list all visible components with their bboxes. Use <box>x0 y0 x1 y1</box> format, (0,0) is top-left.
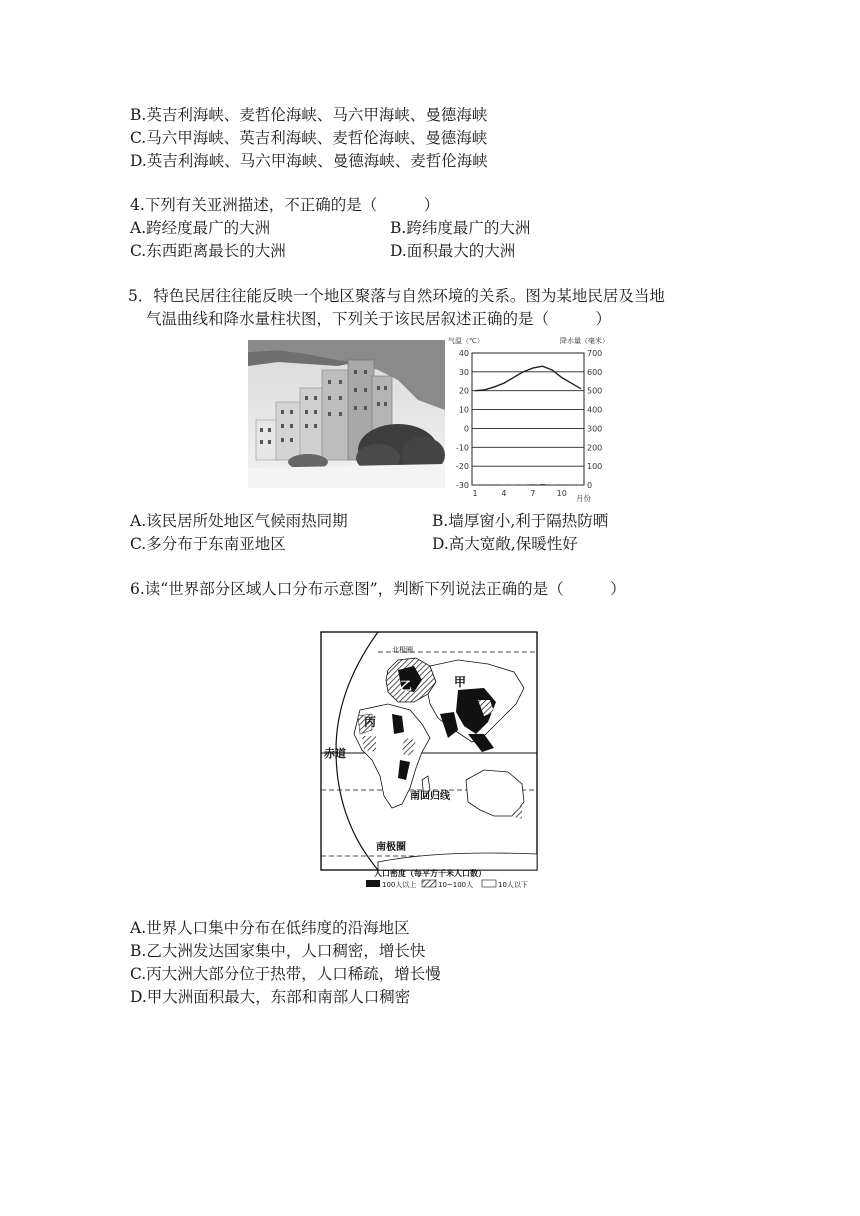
climate-left-axis-label: 气温（℃） <box>448 337 484 345</box>
q5-stem-line1: 5．特色民居往往能反映一个地区聚落与自然环境的关系。图为某地民居及当地 <box>128 287 665 305</box>
climate-precip-bar <box>540 484 546 485</box>
climate-right-tick: 400 <box>587 405 603 415</box>
q3-option-c: C.马六甲海峡、英吉利海峡、麦哲伦海峡、曼德海峡 <box>130 129 488 147</box>
map-legend-title: 人口密度（每平方千米人口数） <box>374 869 486 878</box>
climate-left-tick: -10 <box>455 443 469 453</box>
climate-precip-bar <box>482 484 488 485</box>
climate-x-tick: 10 <box>556 489 567 498</box>
climate-left-tick: 40 <box>458 349 469 358</box>
climate-right-tick: 500 <box>587 386 603 396</box>
climate-right-tick: 600 <box>587 367 603 377</box>
climate-precip-bar <box>578 485 584 486</box>
legend-high-swatch <box>366 880 380 887</box>
map-label-arctic: 北极圈 <box>392 646 413 654</box>
climate-precip-bar <box>569 485 575 486</box>
map-label-bing: 丙 <box>364 715 377 729</box>
climate-x-tick: 4 <box>501 489 507 498</box>
q6-stem: 6.读“世界部分区域人口分布示意图”，判断下列说法正确的是（ ） <box>130 580 626 598</box>
climate-precip-bar <box>559 484 565 485</box>
climate-precip-bar <box>501 485 507 486</box>
q5-option-c: C.多分布于东南亚地区 <box>130 535 286 553</box>
legend-mid-label: 10~100人 <box>438 881 474 889</box>
climate-right-tick: 0 <box>587 481 593 490</box>
climate-precip-bar <box>511 485 517 486</box>
map-label-tropic: 南回归线 <box>410 791 450 802</box>
q5-stem-line2: 气温曲线和降水量柱状图，下列关于该民居叙述正确的是（ ） <box>146 310 612 328</box>
climate-left-tick: 30 <box>458 367 469 377</box>
q6-option-c: C.丙大洲大部分位于热带，人口稀疏，增长慢 <box>130 965 441 983</box>
climate-precip-bar <box>472 485 478 486</box>
climate-left-tick: 10 <box>458 405 469 415</box>
q5-option-a: A.该民居所处地区气候雨热同期 <box>130 512 348 530</box>
q4-option-b: B.跨纬度最广的大洲 <box>390 219 531 237</box>
climate-temp-line <box>475 366 581 391</box>
legend-low-label: 10人以下 <box>498 881 528 889</box>
q6-option-d: D.甲大洲面积最大，东部和南部人口稠密 <box>130 988 411 1006</box>
climate-left-tick: 0 <box>463 424 469 434</box>
map-label-equator: 赤道 <box>324 747 346 760</box>
climate-chart <box>448 333 620 505</box>
q4-stem: 4.下列有关亚洲描述，不正确的是（ ） <box>130 196 440 214</box>
climate-left-tick: -30 <box>455 481 469 490</box>
climate-x-unit: 月份 <box>576 494 591 503</box>
q6-option-a: A.世界人口集中分布在低纬度的沿海地区 <box>130 919 410 937</box>
q6-option-b: B.乙大洲发达国家集中，人口稠密，增长快 <box>130 942 426 960</box>
climate-right-tick: 700 <box>587 349 603 358</box>
q3-option-d: D.英吉利海峡、马六甲海峡、曼德海峡、麦哲伦海峡 <box>130 152 488 170</box>
climate-right-axis-label: 降水量（毫米） <box>560 337 609 345</box>
legend-low-swatch <box>482 880 496 887</box>
climate-precip-bar <box>530 484 536 485</box>
climate-right-tick: 300 <box>587 424 603 434</box>
q5-option-d: D.高大宽敞,保暖性好 <box>432 535 578 553</box>
climate-precip-bar <box>549 485 555 486</box>
q4-option-a: A.跨经度最广的大洲 <box>130 219 271 237</box>
climate-precip-bar <box>491 484 497 485</box>
q5-option-b: B.墙厚窗小,利于隔热防晒 <box>432 512 609 530</box>
climate-right-tick: 200 <box>587 443 603 453</box>
dwelling-photo <box>248 340 445 488</box>
q4-option-c: C.东西距离最长的大洲 <box>130 242 286 260</box>
legend-mid-swatch <box>422 880 436 887</box>
climate-precip-bar <box>520 485 526 486</box>
climate-grid <box>472 353 584 485</box>
climate-x-tick: 1 <box>472 489 478 498</box>
climate-left-tick: 20 <box>458 386 469 396</box>
climate-frame <box>472 353 584 485</box>
climate-left-tick: -20 <box>455 462 469 472</box>
q3-option-b: B.英吉利海峡、麦哲伦海峡、马六甲海峡、曼德海峡 <box>130 106 488 124</box>
population-map <box>318 630 546 892</box>
climate-x-tick: 7 <box>530 489 536 498</box>
map-label-antarctic: 南极圈 <box>376 842 406 853</box>
legend-high-label: 100人以上 <box>382 881 417 889</box>
q4-option-d: D.面积最大的大洲 <box>390 242 516 260</box>
climate-ticks <box>456 349 602 498</box>
map-label-jia: 甲 <box>454 675 467 689</box>
map-label-yi: 乙 <box>400 679 413 693</box>
climate-right-tick: 100 <box>587 462 603 472</box>
